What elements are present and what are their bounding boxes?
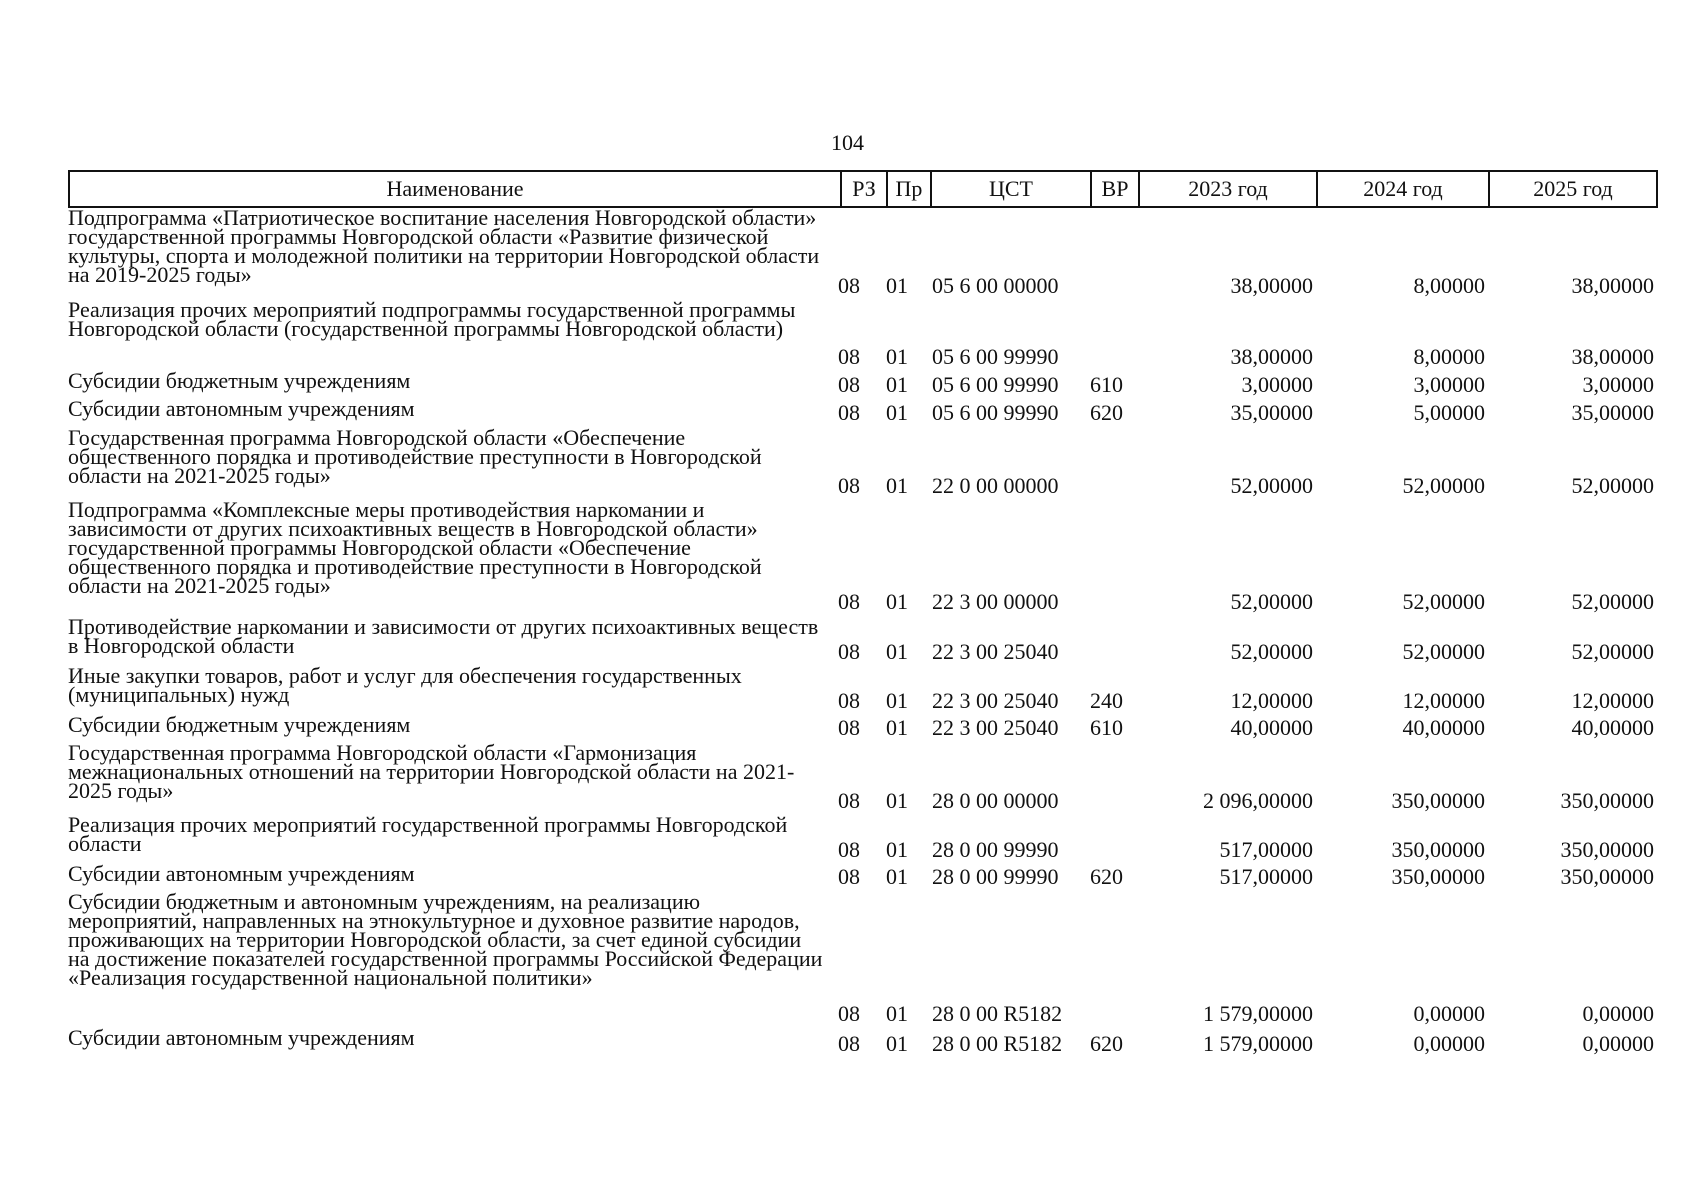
row-2024: 350,00000: [1391, 788, 1485, 813]
row-pr: 01: [886, 1031, 908, 1056]
row-2023: 3,00000: [1241, 372, 1313, 397]
row-2024: 12,00000: [1402, 688, 1485, 713]
row-2025: 0,00000: [1582, 1031, 1654, 1056]
row-2024: 3,00000: [1413, 372, 1485, 397]
row-2024: 350,00000: [1391, 864, 1485, 889]
table-row: [0, 368, 1695, 397]
row-2024: 0,00000: [1413, 1001, 1485, 1026]
row-cst: 28 0 00 99990: [932, 837, 1059, 862]
row-name: Субсидии автономным учреждениям: [68, 396, 415, 421]
row-rz: 08: [838, 589, 860, 614]
row-2023: 1 579,00000: [1203, 1031, 1313, 1056]
row-name: Субсидии автономным учреждениям: [68, 1025, 415, 1050]
row-vr: 610: [1090, 715, 1123, 740]
row-vr: 610: [1090, 372, 1123, 397]
row-2023: 52,00000: [1230, 639, 1313, 664]
row-2025: 52,00000: [1571, 589, 1654, 614]
row-cst: 05 6 00 99990: [932, 400, 1059, 425]
row-2025: 0,00000: [1582, 1001, 1654, 1026]
row-pr: 01: [886, 788, 908, 813]
row-2025: 350,00000: [1560, 788, 1654, 813]
header-name: Наименование: [68, 172, 840, 206]
row-name: Реализация прочих мероприятий подпрограммы государственной программы Новгородской области (государственной программы Новгородской области): [68, 297, 796, 341]
row-2025: 38,00000: [1571, 344, 1654, 369]
row-cst: 28 0 00 99990: [932, 864, 1059, 889]
row-name: Субсидии бюджетным и автономным учреждениям, на реализацию мероприятий, направленных на этнокультурное и духовное развитие народов, проживающих на территории Новгородской области, за счет единой субсидии на достижение показателей государственной программы Российской Федерации «Реализация государственной национальной политики»: [68, 889, 823, 990]
row-rz: 08: [838, 273, 860, 298]
row-cst: 05 6 00 99990: [932, 344, 1059, 369]
row-name: Государственная программа Новгородской области «Обеспечение общественного порядка и противодействие преступности в Новгородской области на 2021-2025 годы»: [68, 425, 762, 488]
row-vr: 620: [1090, 400, 1123, 425]
row-cst: 28 0 00 00000: [932, 788, 1059, 813]
row-2024: 5,00000: [1413, 400, 1485, 425]
row-cst: 05 6 00 00000: [932, 273, 1059, 298]
table-row: [0, 205, 1695, 298]
row-name: Реализация прочих мероприятий государственной программы Новгородской области: [68, 812, 788, 856]
row-2023: 40,00000: [1230, 715, 1313, 740]
row-pr: 01: [886, 344, 908, 369]
row-2023: 35,00000: [1230, 400, 1313, 425]
row-2023: 52,00000: [1230, 473, 1313, 498]
header-vr: ВР: [1090, 172, 1138, 206]
table-row: [0, 861, 1695, 889]
table-row: [0, 663, 1695, 713]
row-2025: 40,00000: [1571, 715, 1654, 740]
row-2023: 517,00000: [1219, 864, 1313, 889]
table-row: [0, 740, 1695, 813]
row-name: Противодействие наркомании и зависимости от других психоактивных веществ в Новгородской области: [68, 614, 819, 658]
row-rz: 08: [838, 344, 860, 369]
row-rz: 08: [838, 837, 860, 862]
row-vr: 240: [1090, 688, 1123, 713]
row-rz: 08: [838, 473, 860, 498]
row-name: Государственная программа Новгородской области «Гармонизация межнациональных отношений на территории Новгородской области на 2021-2025 годы»: [68, 740, 795, 803]
header-2025: 2025 год: [1488, 172, 1658, 206]
row-2024: 40,00000: [1402, 715, 1485, 740]
row-name: Подпрограмма «Комплексные меры противодействия наркомании и зависимости от других психоактивных веществ в Новгородской области» государственной программы Новгородской области «Обеспечение общественного порядка и противодействие преступности в Новгородской области на 2021-2025 годы»: [68, 497, 762, 598]
table-row: [0, 614, 1695, 664]
row-2024: 0,00000: [1413, 1031, 1485, 1056]
row-pr: 01: [886, 473, 908, 498]
header-cst: ЦСТ: [930, 172, 1090, 206]
row-name: Субсидии бюджетным учреждениям: [68, 712, 411, 737]
row-pr: 01: [886, 715, 908, 740]
table-row: [0, 812, 1695, 862]
row-cst: 22 3 00 25040: [932, 715, 1059, 740]
table-row: [0, 497, 1695, 614]
table-row: [0, 297, 1695, 369]
row-rz: 08: [838, 400, 860, 425]
row-cst: 22 0 00 00000: [932, 473, 1059, 498]
row-rz: 08: [838, 1001, 860, 1026]
row-2024: 8,00000: [1413, 344, 1485, 369]
row-2023: 52,00000: [1230, 589, 1313, 614]
row-2025: 350,00000: [1560, 837, 1654, 862]
row-cst: 22 3 00 25040: [932, 688, 1059, 713]
row-rz: 08: [838, 864, 860, 889]
row-cst: 22 3 00 00000: [932, 589, 1059, 614]
row-pr: 01: [886, 589, 908, 614]
row-rz: 08: [838, 1031, 860, 1056]
row-pr: 01: [886, 1001, 908, 1026]
row-pr: 01: [886, 273, 908, 298]
row-2025: 38,00000: [1571, 273, 1654, 298]
row-pr: 01: [886, 837, 908, 862]
row-vr: 620: [1090, 864, 1123, 889]
row-2023: 2 096,00000: [1203, 788, 1313, 813]
row-2025: 35,00000: [1571, 400, 1654, 425]
row-2025: 3,00000: [1582, 372, 1654, 397]
table-row: [0, 425, 1695, 498]
row-2024: 350,00000: [1391, 837, 1485, 862]
header-pr: Пр: [886, 172, 930, 206]
row-name: Подпрограмма «Патриотическое воспитание населения Новгородской области» государственной программы Новгородской области «Развитие физической культуры, спорта и молодежной политики на территории Новгородской области на 2019-2025 годы»: [68, 205, 820, 287]
row-rz: 08: [838, 688, 860, 713]
row-pr: 01: [886, 639, 908, 664]
row-2025: 52,00000: [1571, 473, 1654, 498]
row-pr: 01: [886, 864, 908, 889]
row-rz: 08: [838, 788, 860, 813]
row-name: Иные закупки товаров, работ и услуг для обеспечения государственных (муниципальных) нужд: [68, 663, 742, 707]
row-2023: 38,00000: [1230, 344, 1313, 369]
row-pr: 01: [886, 372, 908, 397]
row-2023: 1 579,00000: [1203, 1001, 1313, 1026]
row-2023: 12,00000: [1230, 688, 1313, 713]
row-2024: 52,00000: [1402, 589, 1485, 614]
table-row: [0, 712, 1695, 740]
row-2024: 52,00000: [1402, 639, 1485, 664]
row-rz: 08: [838, 715, 860, 740]
row-pr: 01: [886, 688, 908, 713]
row-2023: 38,00000: [1230, 273, 1313, 298]
row-cst: 28 0 00 R5182: [932, 1031, 1063, 1056]
row-rz: 08: [838, 372, 860, 397]
row-vr: 620: [1090, 1031, 1123, 1056]
row-2024: 8,00000: [1413, 273, 1485, 298]
header-2024: 2024 год: [1316, 172, 1488, 206]
row-cst: 22 3 00 25040: [932, 639, 1059, 664]
row-name: Субсидии бюджетным учреждениям: [68, 368, 411, 393]
row-cst: 28 0 00 R5182: [932, 1001, 1063, 1026]
row-name: Субсидии автономным учреждениям: [68, 861, 415, 886]
row-2025: 12,00000: [1571, 688, 1654, 713]
table-row: [0, 396, 1695, 425]
row-2024: 52,00000: [1402, 473, 1485, 498]
table-row: [0, 1025, 1695, 1056]
table-row: [0, 889, 1695, 1026]
header-2023: 2023 год: [1138, 172, 1316, 206]
row-2023: 517,00000: [1219, 837, 1313, 862]
header-rz: РЗ: [840, 172, 886, 206]
row-pr: 01: [886, 400, 908, 425]
row-2025: 52,00000: [1571, 639, 1654, 664]
page-number: 104: [831, 130, 864, 155]
row-2025: 350,00000: [1560, 864, 1654, 889]
row-cst: 05 6 00 99990: [932, 372, 1059, 397]
row-rz: 08: [838, 639, 860, 664]
